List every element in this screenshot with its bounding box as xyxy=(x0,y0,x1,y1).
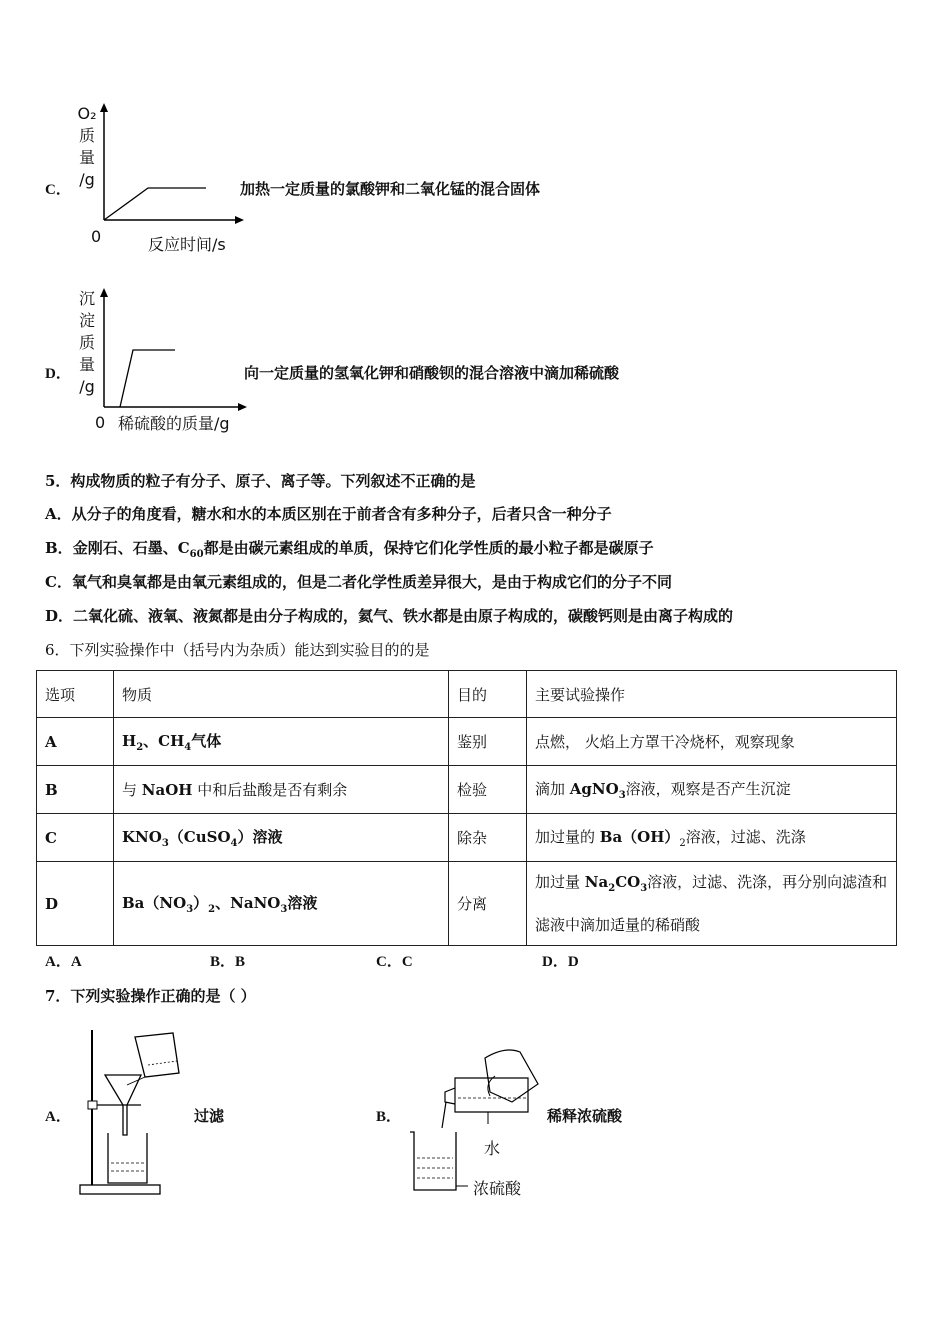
table-header-row xyxy=(37,671,897,718)
row-purpose: 除杂 xyxy=(449,814,527,862)
row-substance: 与 NaOH 中和后盐酸是否有剩余 xyxy=(114,766,449,814)
table-row xyxy=(37,862,897,946)
header-operation: 主要试验操作 xyxy=(527,671,897,718)
header-purpose: 目的 xyxy=(449,671,527,718)
row-substance: $H_2$、$CH_4$气体 xyxy=(114,718,449,766)
q7-option-b-label: B． xyxy=(376,1109,402,1125)
origin-label: 0 xyxy=(91,227,102,246)
concentrated-acid-label: 浓硫酸 xyxy=(473,1179,522,1198)
row-option: C xyxy=(37,814,114,862)
row-operation: 滴加 AgNO$_3$溶液，观察是否产生沉淀 xyxy=(527,766,897,814)
answer-choice-d[interactable]: D．D xyxy=(542,954,579,970)
q7-option-a-caption: 过滤 xyxy=(194,1107,225,1125)
x-axis-label-acid-mass: 稀硫酸的质量/g xyxy=(118,414,230,433)
question-7-stem: 7．下列实验操作正确的是（ ） xyxy=(45,987,256,1005)
row-purpose: 检验 xyxy=(449,766,527,814)
answer-choice-b[interactable]: B．B xyxy=(210,954,246,970)
option-c-description: 加热一定质量的氯酸钾和二氧化锰的混合固体 xyxy=(240,180,541,198)
q5-option-d: D．二氧化硫、液氧、液氮都是由分子构成的，氦气、铁水都是由原子构成的，碳酸钙则是由离子构成的 xyxy=(45,607,734,625)
row-purpose: 鉴别 xyxy=(449,718,527,766)
option-d-label: D． xyxy=(45,366,71,382)
q5-option-a: A．从分子的角度看，糖水和水的本质区别在于前者含有多种分子，后者只含一种分子 xyxy=(45,505,612,523)
q5-option-c: C．氧气和臭氧都是由氧元素组成的，但是二者化学性质差异很大，是由于构成它们的分子不同 xyxy=(45,573,672,591)
origin-label: 0 xyxy=(95,413,106,432)
table-row xyxy=(37,718,897,766)
y-axis-label-oxygen: O₂ 质 量 /g xyxy=(77,104,97,189)
table-row xyxy=(37,766,897,814)
row-option: B xyxy=(37,766,114,814)
q5-option-b: B．金刚石、石墨、$C_{60}$都是由碳元素组成的单质，保持它们化学性质的最小粒子都是碳原子 xyxy=(45,539,654,560)
row-operation: 加过量的 $Ba(OH)_2$溶液，过滤、洗涤 xyxy=(527,814,897,862)
row-purpose: 分离 xyxy=(449,862,527,946)
row-substance: $Ba(NO_3)_2$、NaNO$_3$溶液 xyxy=(114,862,449,946)
precipitate-mass-graph xyxy=(90,285,260,415)
header-option: 选项 xyxy=(37,671,114,718)
row-operation: 加过量 $Na_2CO_3$溶液，过滤、洗涤，再分别向滤渣和滤液中滴加适量的稀硝酸 xyxy=(527,862,897,946)
water-label: 水 xyxy=(484,1139,501,1158)
row-operation: 点燃， 火焰上方罩干冷烧杯，观察现象 xyxy=(527,718,897,766)
row-option: A xyxy=(37,718,114,766)
filtration-apparatus-illustration xyxy=(75,1025,195,1200)
x-axis-label-time: 反应时间/s xyxy=(148,235,226,254)
question-5-stem: 5．构成物质的粒子有分子、原子、离子等。下列叙述不正确的是 xyxy=(45,472,476,490)
y-axis-label-precipitate: 沉 淀 质 量 /g xyxy=(78,289,95,396)
answer-choice-c[interactable]: C．C xyxy=(376,954,413,970)
question-6-stem: 6．下列实验操作中（括号内为杂质）能达到实验目的的是 xyxy=(45,641,430,659)
row-substance: $KNO_3(CuSO_4)$溶液 xyxy=(114,814,449,862)
header-substance: 物质 xyxy=(114,671,449,718)
option-c-label: C． xyxy=(45,182,71,198)
answer-choice-a[interactable]: A．A xyxy=(45,954,82,970)
q7-option-a-label: A． xyxy=(45,1109,71,1125)
row-option: D xyxy=(37,862,114,946)
experiment-table xyxy=(36,670,897,946)
option-d-description: 向一定质量的氢氧化钾和硝酸钡的混合溶液中滴加稀硫酸 xyxy=(244,364,620,382)
table-row xyxy=(37,814,897,862)
q7-option-b-caption: 稀释浓硫酸 xyxy=(547,1107,623,1125)
